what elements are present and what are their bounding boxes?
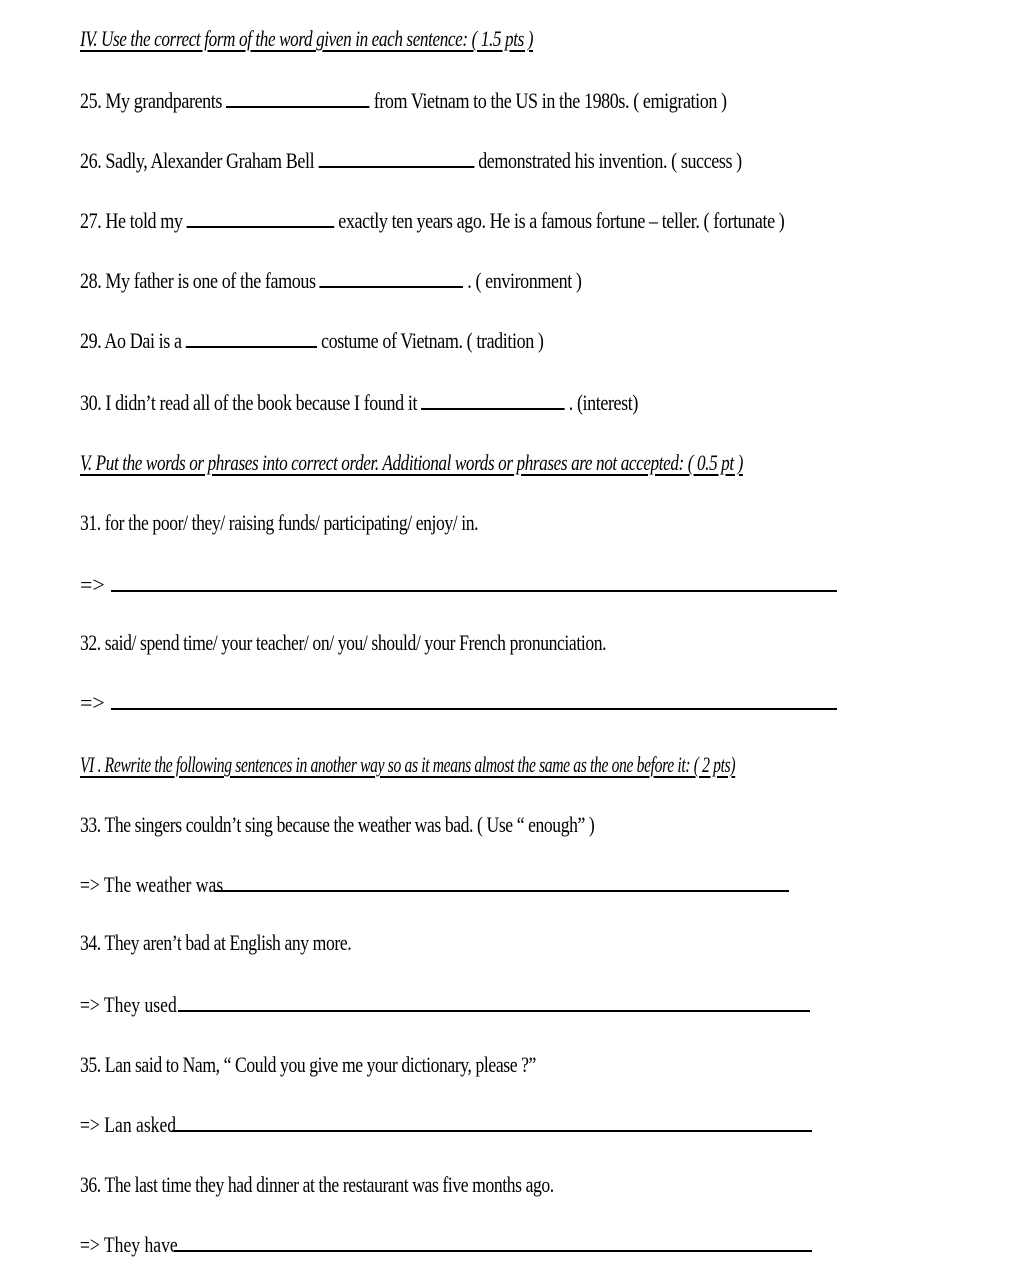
question-34-prompt: 34. They aren’t bad at English any more. (80, 930, 352, 955)
question-36-answer (80, 1232, 812, 1258)
q28-blank[interactable] (320, 268, 464, 288)
question-28 (80, 268, 582, 294)
question-25 (80, 88, 727, 114)
q34-answer-prefix: => They used (80, 992, 177, 1017)
q27-text-after: exactly ten years ago. He is a famous fortune – teller. ( fortunate ) (338, 208, 785, 233)
question-31-prompt: 31. for the poor/ they/ raising funds/ participating/ enjoy/ in. (80, 510, 479, 535)
question-29 (80, 328, 544, 354)
q31-answer-prefix: => (80, 572, 105, 597)
q29-blank[interactable] (186, 328, 317, 348)
q33-answer-line[interactable] (214, 876, 789, 892)
q29-text-before: 29. Ao Dai is a (80, 328, 182, 353)
q33-answer-prefix: => The weather was (80, 872, 224, 897)
question-36-prompt: 36. The last time they had dinner at the restaurant was five months ago. (80, 1172, 554, 1197)
q25-blank[interactable] (226, 88, 369, 108)
question-27 (80, 208, 784, 234)
section-6-heading: VI . Rewrite the following sentences in another way so as it means almost the same as the one before it: ( 2 pts) (80, 752, 736, 777)
question-26 (80, 148, 742, 174)
q30-text-after: . (interest) (568, 390, 638, 415)
q36-answer-line[interactable] (174, 1236, 812, 1252)
question-34-answer (80, 992, 810, 1018)
q31-answer-line[interactable] (111, 576, 837, 592)
q35-answer-prefix: => Lan asked (80, 1112, 177, 1137)
question-35-answer (80, 1112, 812, 1138)
q25-text-after: from Vietnam to the US in the 1980s. ( emigration ) (373, 88, 727, 113)
question-30 (80, 390, 638, 416)
q35-answer-line[interactable] (172, 1116, 812, 1132)
question-33-prompt: 33. The singers couldn’t sing because the weather was bad. ( Use “ enough” ) (80, 812, 595, 837)
section-5-heading: V. Put the words or phrases into correct order. Additional words or phrases are not accepted: ( 0.5 pt ) (80, 450, 743, 475)
q32-answer-line[interactable] (111, 694, 837, 710)
q27-blank[interactable] (187, 208, 335, 228)
q28-text-after: . ( environment ) (467, 268, 582, 293)
q28-text-before: 28. My father is one of the famous (80, 268, 316, 293)
section-4-heading: IV. Use the correct form of the word given in each sentence: ( 1.5 pts ) (80, 26, 534, 51)
q32-answer-prefix: => (80, 690, 105, 715)
q26-text-before: 26. Sadly, Alexander Graham Bell (80, 148, 315, 173)
q29-text-after: costume of Vietnam. ( tradition ) (320, 328, 544, 353)
q36-answer-prefix: => They have (80, 1232, 178, 1257)
question-35-prompt: 35. Lan said to Nam, “ Could you give me your dictionary, please ?” (80, 1052, 536, 1077)
question-32-prompt: 32. said/ spend time/ your teacher/ on/ you/ should/ your French pronunciation. (80, 630, 607, 655)
question-32-answer (80, 690, 837, 716)
q30-blank[interactable] (421, 390, 565, 410)
q26-blank[interactable] (318, 148, 474, 168)
q34-answer-line[interactable] (178, 996, 810, 1012)
question-33-answer (80, 872, 789, 898)
question-31-answer (80, 572, 837, 598)
q26-text-after: demonstrated his invention. ( success ) (478, 148, 742, 173)
q27-text-before: 27. He told my (80, 208, 183, 233)
q25-text-before: 25. My grandparents (80, 88, 223, 113)
q30-text-before: 30. I didn’t read all of the book because I found it (80, 390, 418, 415)
